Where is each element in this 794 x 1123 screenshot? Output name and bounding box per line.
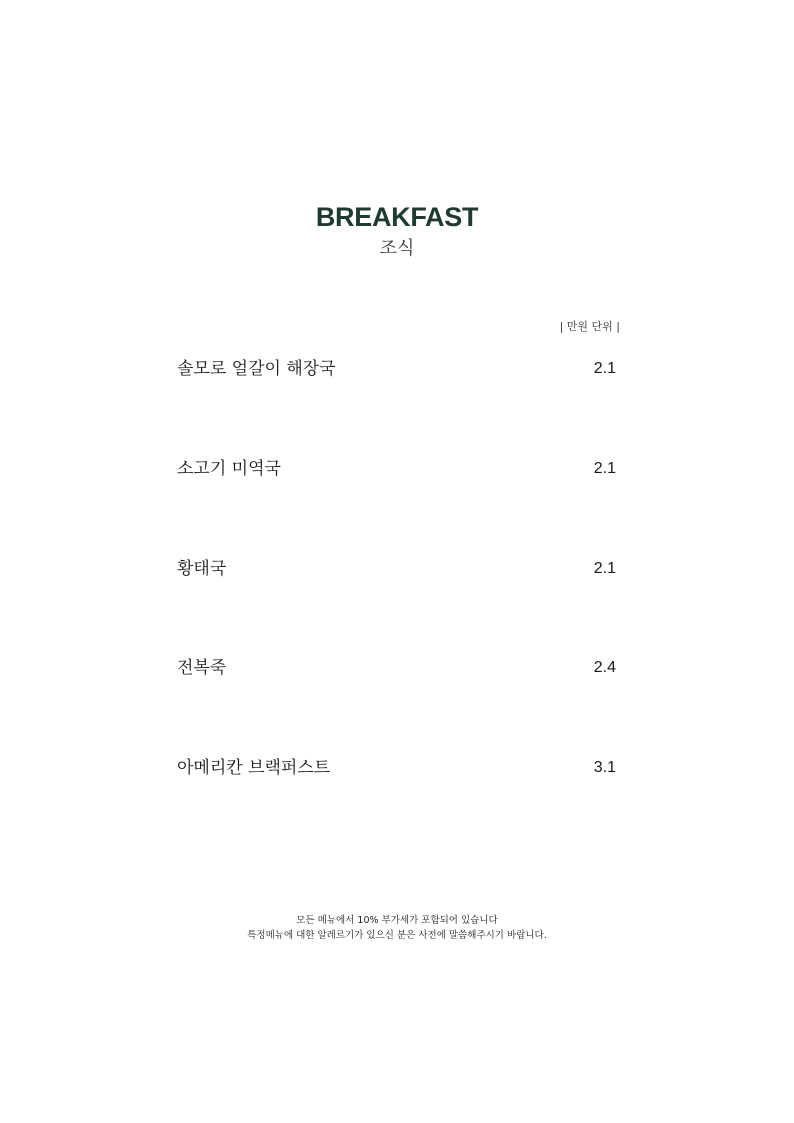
- menu-item: [177, 455, 616, 483]
- page-subtitle: 조식: [379, 238, 415, 259]
- menu-item-price: 2.4: [593, 659, 616, 676]
- menu-item-name: 아메리칸 브랙퍼스트: [177, 758, 331, 778]
- menu-item-name: 소고기 미역국: [177, 459, 281, 479]
- menu-item-price: 2.1: [593, 460, 616, 477]
- menu-item-price: 3.1: [593, 759, 616, 776]
- page-title: BREAKFAST: [315, 202, 479, 232]
- menu-item-price: 2.1: [593, 560, 616, 577]
- menu-item: [177, 654, 616, 682]
- menu-item: [177, 555, 616, 583]
- vat-notice: 모든 메뉴에서 10% 부가세가 포함되어 있습니다: [296, 915, 498, 926]
- menu-item-name: 전복죽: [177, 658, 227, 678]
- menu-item: [177, 355, 616, 383]
- menu-item-name: 황태국: [177, 559, 227, 579]
- menu-item: [177, 754, 616, 782]
- menu-item-price: 2.1: [593, 360, 616, 377]
- menu-item-name: 솔모로 얼갈이 해장국: [177, 359, 336, 379]
- footer-notice: [0, 913, 794, 943]
- price-unit-note: | 만원 단위 |: [559, 320, 620, 333]
- allergy-notice: 특정메뉴에 대한 알레르기가 있으신 분은 사전에 말씀해주시기 바랍니다.: [247, 930, 547, 941]
